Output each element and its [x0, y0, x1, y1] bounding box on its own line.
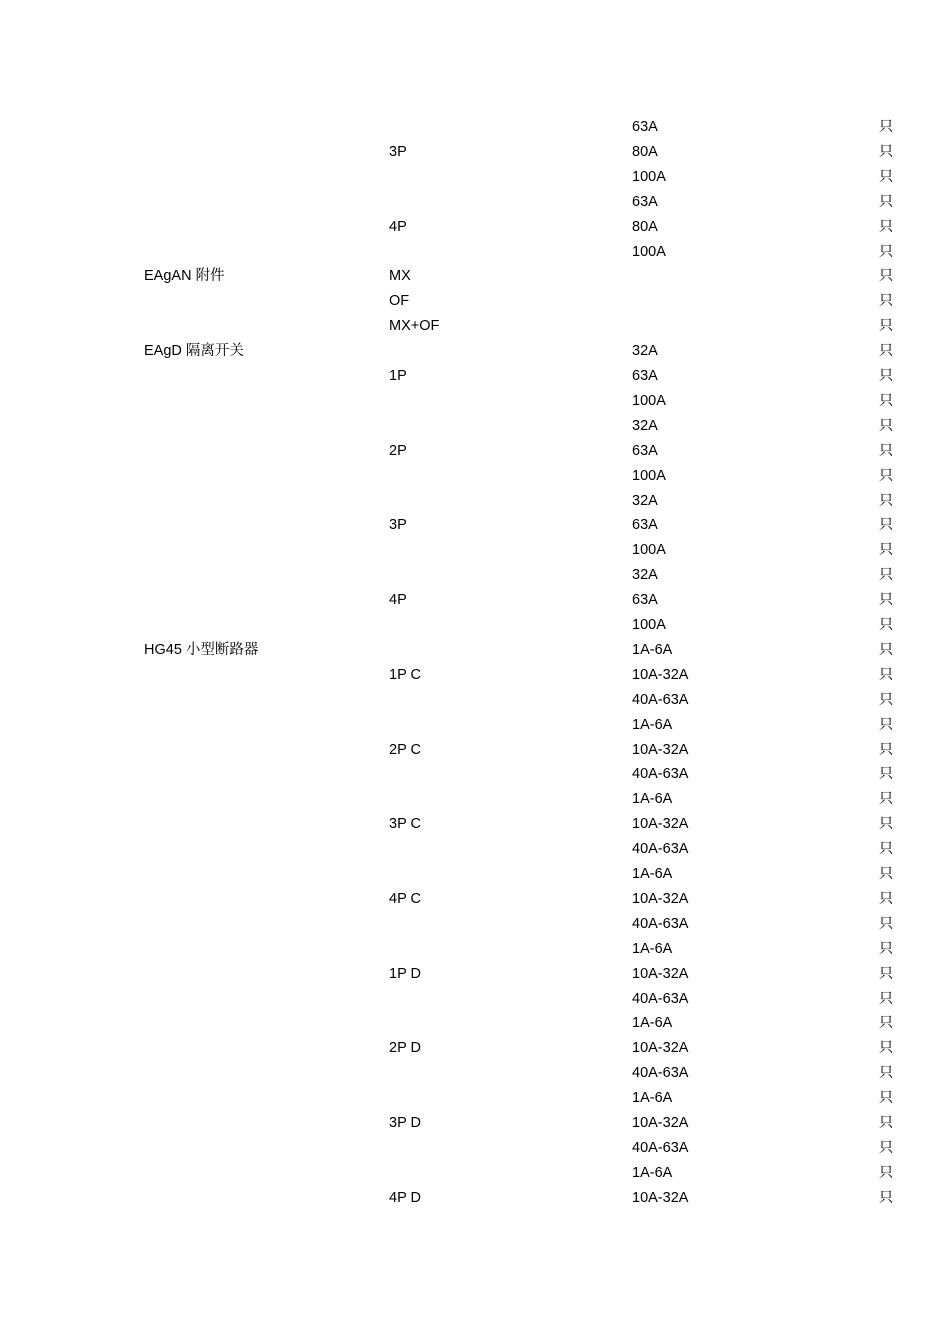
- table-row: [0, 762, 950, 787]
- table-row: [0, 240, 950, 265]
- rating-cell: 100A: [632, 169, 666, 185]
- rating-cell: 40A-63A: [632, 991, 689, 1007]
- unit-cell: 只: [879, 119, 893, 135]
- unit-cell: 只: [879, 891, 893, 907]
- unit-cell: 只: [879, 244, 893, 260]
- rating-cell: 32A: [632, 493, 658, 509]
- unit-cell: 只: [879, 1115, 893, 1131]
- table-row: [0, 812, 950, 837]
- rating-cell: 1A-6A: [632, 1165, 673, 1181]
- table-row: [0, 464, 950, 489]
- table-row: [0, 862, 950, 887]
- table-row: [0, 414, 950, 439]
- table-row: [0, 439, 950, 464]
- rating-cell: 80A: [632, 144, 658, 160]
- table-row: [0, 1061, 950, 1086]
- unit-cell: 只: [879, 592, 893, 608]
- spec-cell: 4P: [389, 219, 407, 235]
- table-row: [0, 1111, 950, 1136]
- unit-cell: 只: [879, 393, 893, 409]
- unit-cell: 只: [879, 542, 893, 558]
- unit-cell: 只: [879, 1140, 893, 1156]
- table-row: [0, 837, 950, 862]
- unit-cell: 只: [879, 642, 893, 658]
- rating-cell: 100A: [632, 393, 666, 409]
- rating-cell: 1A-6A: [632, 1015, 673, 1031]
- unit-cell: 只: [879, 766, 893, 782]
- unit-cell: 只: [879, 1040, 893, 1056]
- rating-cell: 32A: [632, 567, 658, 583]
- rating-cell: 40A-63A: [632, 692, 689, 708]
- unit-cell: 只: [879, 517, 893, 533]
- rating-cell: 10A-32A: [632, 816, 689, 832]
- table-row: [0, 215, 950, 240]
- product-name-cell: HG45 小型断路器: [144, 642, 259, 658]
- rating-cell: 40A-63A: [632, 766, 689, 782]
- unit-cell: 只: [879, 717, 893, 733]
- unit-cell: 只: [879, 169, 893, 185]
- rating-cell: 10A-32A: [632, 966, 689, 982]
- rating-cell: 10A-32A: [632, 1190, 689, 1206]
- spec-cell: MX+OF: [389, 318, 440, 334]
- rating-cell: 100A: [632, 617, 666, 633]
- table-row: [0, 588, 950, 613]
- unit-cell: 只: [879, 493, 893, 509]
- unit-cell: 只: [879, 194, 893, 210]
- rating-cell: 40A-63A: [632, 841, 689, 857]
- rating-cell: 100A: [632, 244, 666, 260]
- table-row: [0, 962, 950, 987]
- rating-cell: 32A: [632, 418, 658, 434]
- unit-cell: 只: [879, 443, 893, 459]
- unit-cell: 只: [879, 816, 893, 832]
- table-row: [0, 638, 950, 663]
- table-row: [0, 1036, 950, 1061]
- unit-cell: 只: [879, 916, 893, 932]
- spec-cell: 1P C: [389, 667, 421, 683]
- unit-cell: 只: [879, 418, 893, 434]
- spec-cell: MX: [389, 268, 411, 284]
- rating-cell: 10A-32A: [632, 1115, 689, 1131]
- product-name-cell: EAgAN 附件: [144, 268, 225, 284]
- rating-cell: 63A: [632, 368, 658, 384]
- table-row: [0, 389, 950, 414]
- table-row: [0, 738, 950, 763]
- table-row: [0, 115, 950, 140]
- unit-cell: 只: [879, 268, 893, 284]
- rating-cell: 10A-32A: [632, 667, 689, 683]
- table-row: [0, 513, 950, 538]
- rating-cell: 1A-6A: [632, 791, 673, 807]
- rating-cell: 1A-6A: [632, 866, 673, 882]
- table-row: [0, 563, 950, 588]
- unit-cell: 只: [879, 1065, 893, 1081]
- table-row: [0, 663, 950, 688]
- rating-cell: 40A-63A: [632, 916, 689, 932]
- table-row: [0, 364, 950, 389]
- unit-cell: 只: [879, 368, 893, 384]
- table-row: [0, 912, 950, 937]
- product-name-cell: EAgD 隔离开关: [144, 343, 244, 359]
- unit-cell: 只: [879, 1015, 893, 1031]
- table-row: [0, 538, 950, 563]
- table-row: [0, 1011, 950, 1036]
- spec-cell: 4P D: [389, 1190, 421, 1206]
- unit-cell: 只: [879, 742, 893, 758]
- spec-cell: 3P D: [389, 1115, 421, 1131]
- rating-cell: 1A-6A: [632, 642, 673, 658]
- rating-cell: 80A: [632, 219, 658, 235]
- spec-cell: 2P: [389, 443, 407, 459]
- table-row: [0, 190, 950, 215]
- table-row: [0, 289, 950, 314]
- rating-cell: 1A-6A: [632, 941, 673, 957]
- unit-cell: 只: [879, 468, 893, 484]
- table-row: [0, 613, 950, 638]
- rating-cell: 40A-63A: [632, 1140, 689, 1156]
- rating-cell: 32A: [632, 343, 658, 359]
- spec-cell: 3P: [389, 144, 407, 160]
- spec-cell: 2P C: [389, 742, 421, 758]
- rating-cell: 1A-6A: [632, 717, 673, 733]
- table-row: [0, 140, 950, 165]
- rating-cell: 10A-32A: [632, 1040, 689, 1056]
- spec-cell: 1P: [389, 368, 407, 384]
- table-row: [0, 489, 950, 514]
- unit-cell: 只: [879, 692, 893, 708]
- table-row: [0, 937, 950, 962]
- unit-cell: 只: [879, 866, 893, 882]
- spec-cell: 4P: [389, 592, 407, 608]
- table-row: [0, 987, 950, 1012]
- spec-cell: 4P C: [389, 891, 421, 907]
- spec-cell: 3P: [389, 517, 407, 533]
- unit-cell: 只: [879, 293, 893, 309]
- table-row: [0, 165, 950, 190]
- table-row: [0, 1086, 950, 1111]
- unit-cell: 只: [879, 219, 893, 235]
- rating-cell: 63A: [632, 443, 658, 459]
- unit-cell: 只: [879, 966, 893, 982]
- unit-cell: 只: [879, 841, 893, 857]
- spec-cell: 3P C: [389, 816, 421, 832]
- table-row: [0, 264, 950, 289]
- rating-cell: 40A-63A: [632, 1065, 689, 1081]
- unit-cell: 只: [879, 343, 893, 359]
- rating-cell: 63A: [632, 517, 658, 533]
- spec-cell: 2P D: [389, 1040, 421, 1056]
- rating-cell: 100A: [632, 468, 666, 484]
- rating-cell: 63A: [632, 119, 658, 135]
- rating-cell: 100A: [632, 542, 666, 558]
- unit-cell: 只: [879, 991, 893, 1007]
- spec-cell: OF: [389, 293, 410, 309]
- unit-cell: 只: [879, 791, 893, 807]
- table-row: [0, 688, 950, 713]
- table-row: [0, 787, 950, 812]
- table-row: [0, 713, 950, 738]
- unit-cell: 只: [879, 617, 893, 633]
- table-row: [0, 314, 950, 339]
- unit-cell: 只: [879, 144, 893, 160]
- table-row: [0, 339, 950, 364]
- merged-spec-label: [0, 1174, 950, 1206]
- rating-cell: 10A-32A: [632, 891, 689, 907]
- unit-cell: 只: [879, 1090, 893, 1106]
- rating-cell: 1A-6A: [632, 1090, 673, 1106]
- spec-cell: 1P D: [389, 966, 421, 982]
- table-row: [0, 1136, 950, 1161]
- unit-cell: 只: [879, 941, 893, 957]
- unit-cell: 只: [879, 318, 893, 334]
- unit-cell: 只: [879, 1165, 893, 1181]
- unit-cell: 只: [879, 667, 893, 683]
- table-row: [0, 887, 950, 912]
- rating-cell: 10A-32A: [632, 742, 689, 758]
- unit-cell: 只: [879, 1190, 893, 1206]
- rating-cell: 63A: [632, 194, 658, 210]
- unit-cell: 只: [879, 567, 893, 583]
- rating-cell: 63A: [632, 592, 658, 608]
